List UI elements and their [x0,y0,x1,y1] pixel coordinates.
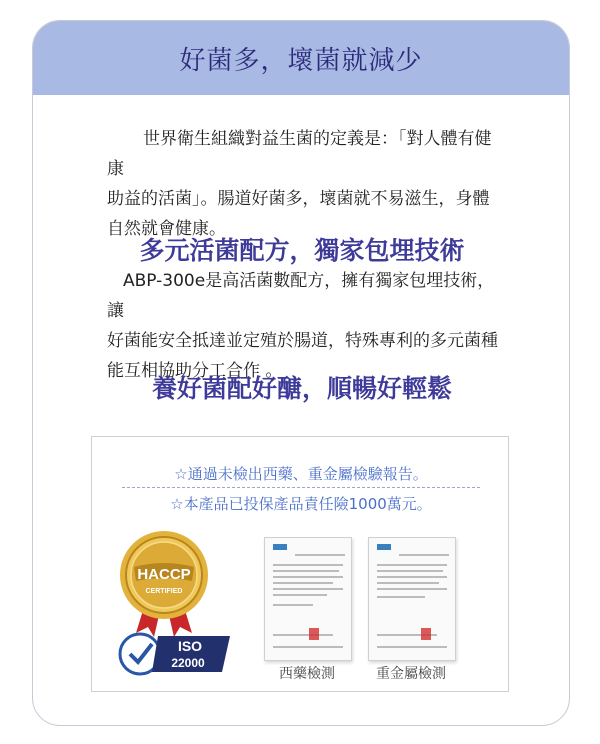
dashed-divider [122,487,480,488]
section1-heading: 多元活菌配方，獨家包埋技術 [139,236,465,265]
haccp-sub: CERTIFIED [145,588,183,595]
section1-line: ABP-300e是高活菌數配方，擁有獨家包埋技術，讓 [107,271,495,321]
section1-line: 好菌能安全抵達並定殖於腸道，特殊專利的多元菌種 [107,331,498,351]
iso-badge-icon [118,632,236,676]
page-title: 好菌多，壞菌就減少 [179,45,423,76]
iso-word: ISO [177,638,203,654]
drug-test-label: 西藥檢測 [279,666,335,682]
intro-line: 自然就會健康。 [107,219,226,239]
section2-heading: 養好菌配好醣，順暢好輕鬆 [151,374,452,403]
intro-paragraph [107,124,505,244]
certificate-box [91,436,509,692]
insurance-notice: ☆本產品已投保產品責任險1000萬元。 [170,495,432,513]
intro-line: 助益的活菌」。腸道好菌多，壞菌就不易滋生，身體 [107,189,490,209]
haccp-word: HACCP [137,566,191,583]
intro-line: 世界衛生組織對益生菌的定義是：「對人體有健康 [107,129,492,179]
section1-line: 能互相協助分工合作 。 [107,361,283,381]
test-report-notice: ☆通過未檢出西藥、重金屬檢驗報告。 [174,465,428,483]
drug-test-report-image [264,537,352,661]
heavy-metal-test-report-image [368,537,456,661]
haccp-badge-icon [114,529,214,639]
content-card [32,20,570,726]
card-header [33,21,569,95]
iso-number: 22000 [171,656,205,670]
section1-paragraph [107,266,505,386]
heavy-metal-test-label: 重金屬檢測 [376,666,446,682]
